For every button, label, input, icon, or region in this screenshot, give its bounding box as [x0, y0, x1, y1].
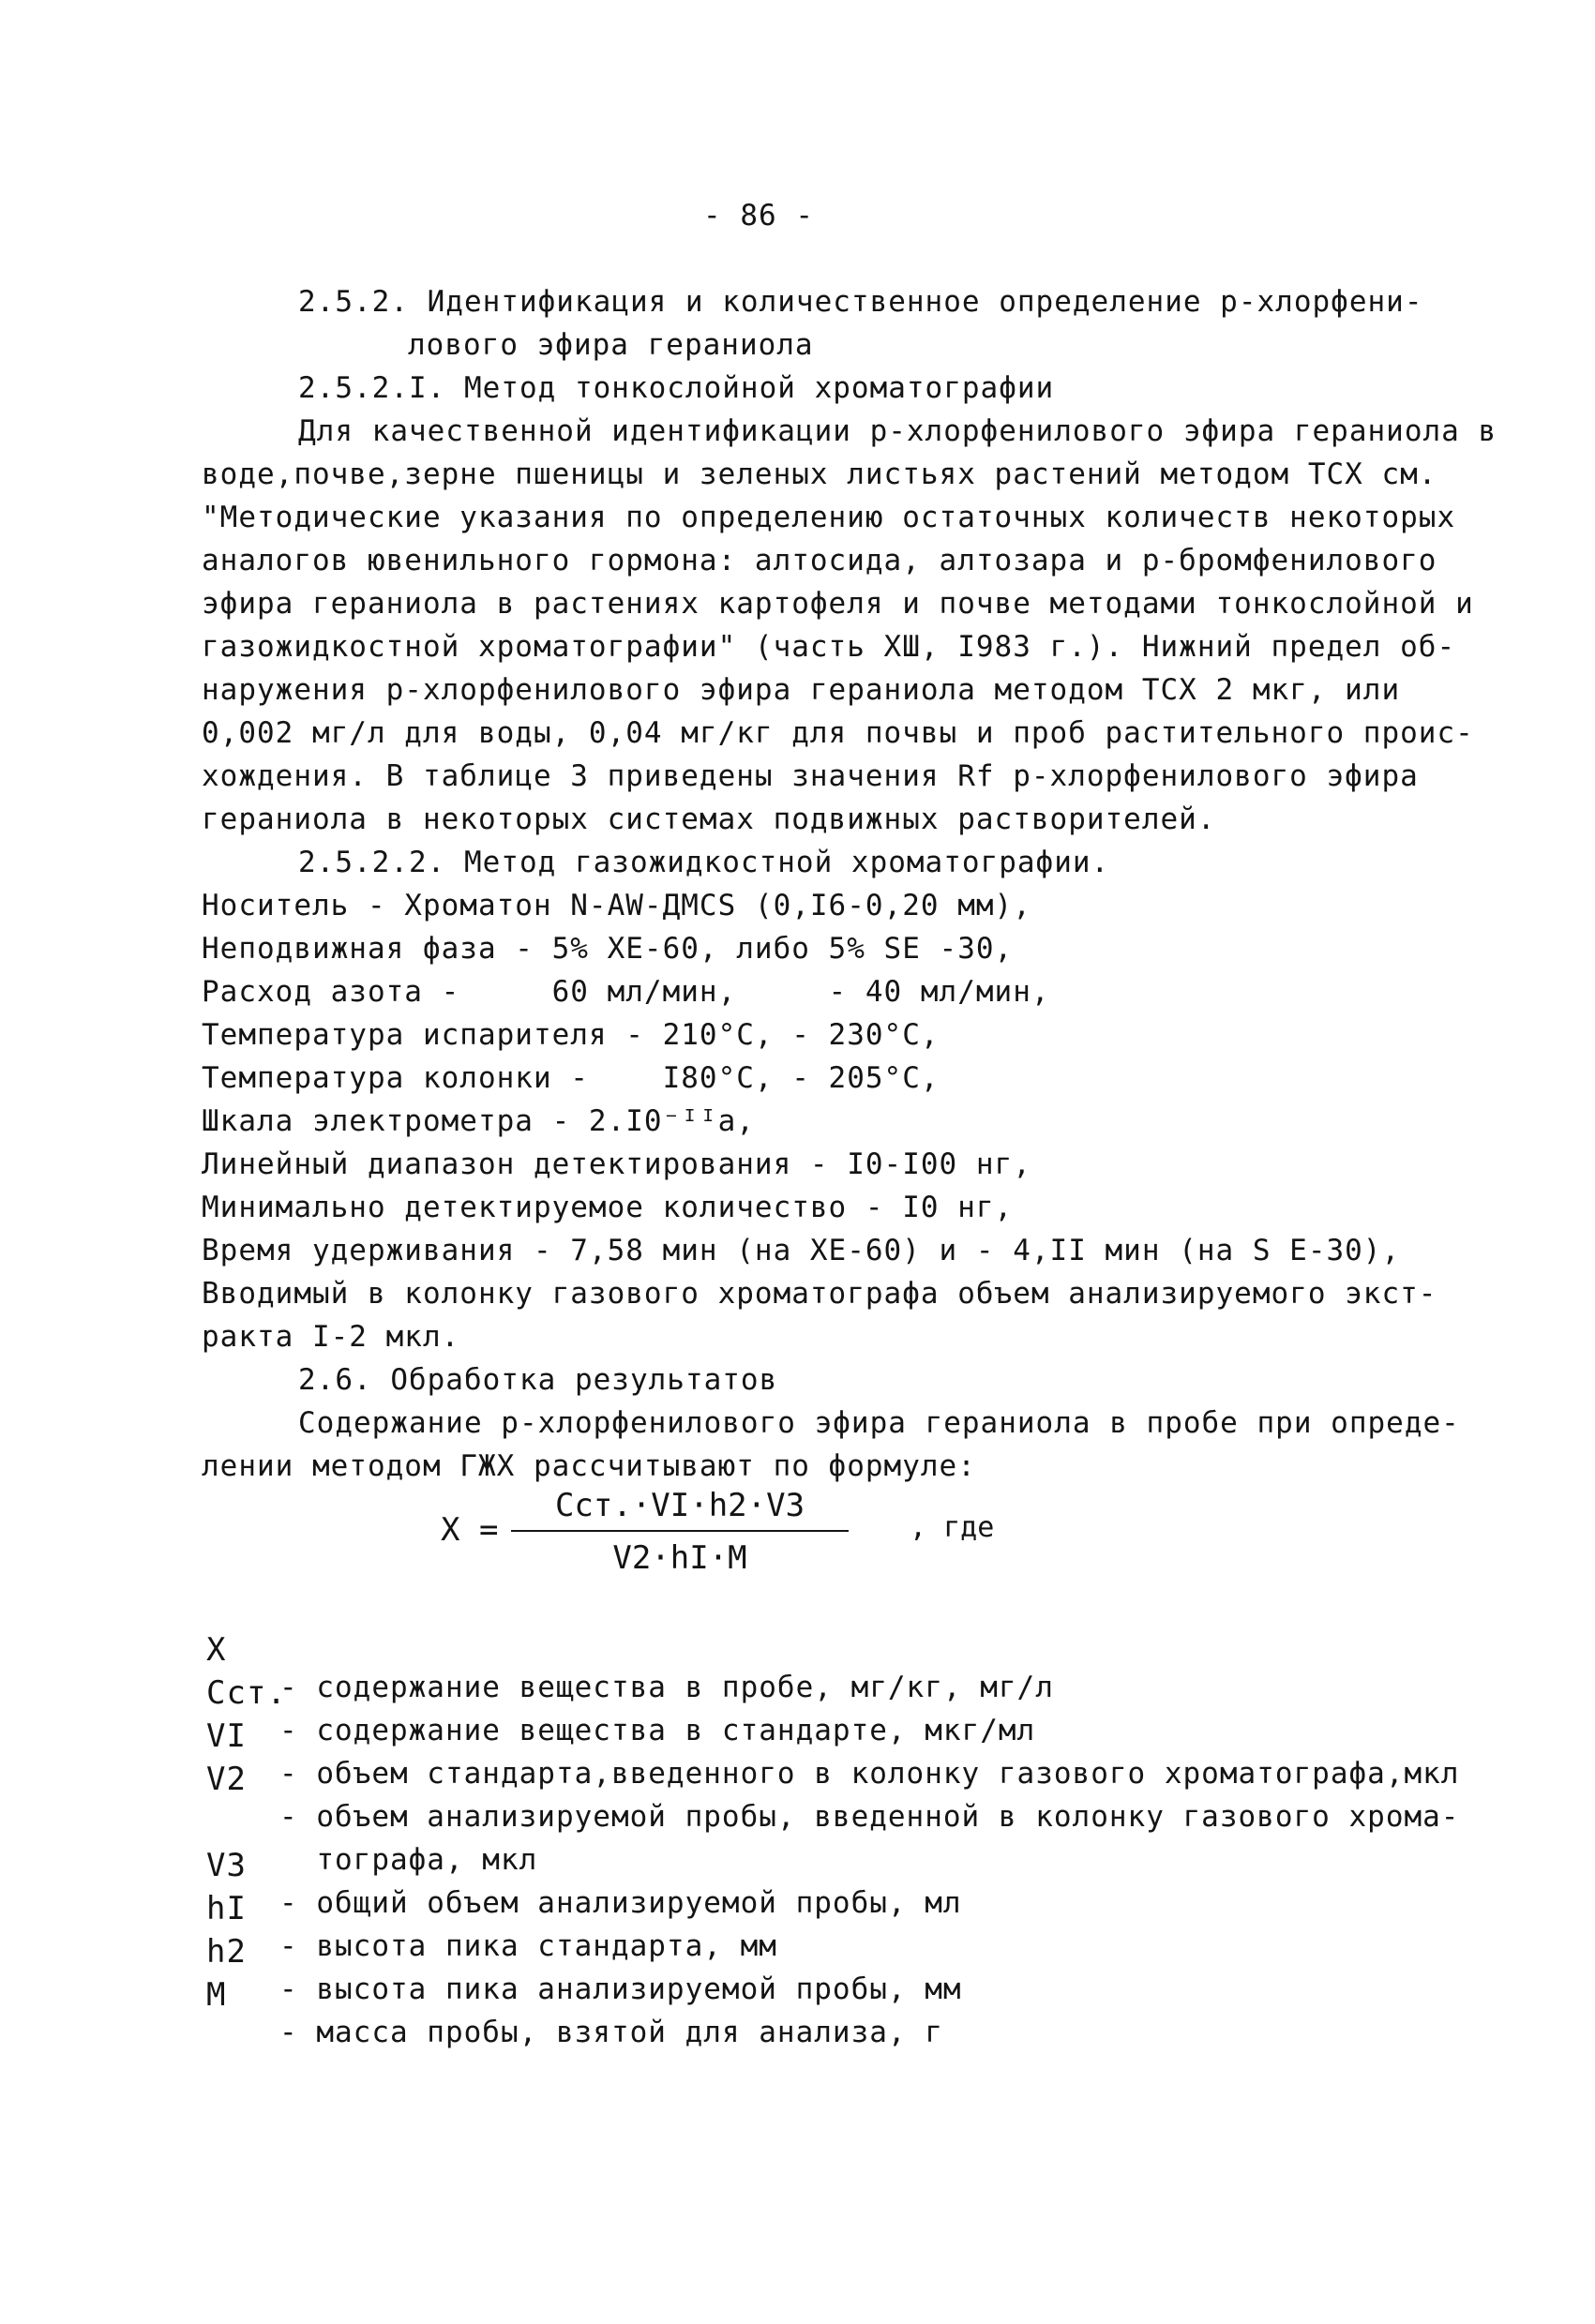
parameter-line: Минимально детектируемое количество - I0 нг,	[202, 1191, 1014, 1224]
formula-where: , где	[910, 1511, 995, 1544]
paragraph-line: "Методические указания по определению остаточных количеств некоторых	[202, 501, 1456, 534]
definition-text: - масса пробы, взятой для анализа, г	[279, 2016, 943, 2049]
formula-numerator: Cст.·VI·h2·V3	[554, 1487, 805, 1524]
definition-text: - объем анализируемой пробы, введенной в колонку газового хрома-	[279, 1800, 1460, 1834]
definition-symbol: V2	[206, 1761, 247, 1798]
section-heading-2-6: 2.6. Обработка результатов	[298, 1363, 778, 1397]
paragraph-line: газожидкостной хроматографии" (часть XШ, I983 г.). Нижний предел об-	[202, 630, 1456, 664]
paragraph-line: хождения. В таблице 3 приведены значения Rf р-хлорфенилового эфира	[202, 759, 1419, 793]
parameter-line: Вводимый в колонку газового хроматографа объем анализируемого экст-	[202, 1277, 1437, 1311]
definition-symbol: V3	[206, 1847, 247, 1884]
parameter-line: Линейный диапазон детектирования - I0-I00 нг,	[202, 1147, 1031, 1181]
page-number: - 86 -	[703, 199, 814, 232]
definition-symbol: X	[206, 1631, 227, 1669]
paragraph-line: 0,002 мг/л для воды, 0,04 мг/кг для почвы и проб растительного проис-	[202, 716, 1474, 750]
definition-symbol: VI	[206, 1717, 247, 1755]
section-heading-2-5-2-2: 2.5.2.2. Метод газожидкостной хроматографии.	[298, 846, 1110, 879]
definition-symbol: hI	[206, 1890, 247, 1927]
fraction-bar	[511, 1530, 849, 1532]
parameter-line: Температура испарителя - 210°С, - 230°С,	[202, 1018, 940, 1052]
definition-symbol: M	[206, 1976, 227, 2014]
paragraph-line: воде,почве,зерне пшеницы и зеленых листьях растений методом ТСХ см.	[202, 457, 1437, 491]
parameter-line: Температура колонки - I80°С, - 205°С,	[202, 1061, 940, 1095]
paragraph-line: аналогов ювенильного гормона: алтосида, алтозара и р-бромфенилового	[202, 544, 1437, 577]
formula-fraction	[511, 1483, 849, 1581]
parameter-line: ракта I-2 мкл.	[202, 1320, 460, 1354]
definition-symbol: Cст.	[206, 1674, 287, 1712]
section-heading-2-5-2-cont: лового эфира гераниола	[408, 328, 814, 362]
calculation-formula	[441, 1483, 1041, 1586]
definition-text: - общий объем анализируемой пробы, мл	[279, 1886, 962, 1920]
formula-denominator: V2·hI·M	[612, 1539, 747, 1577]
paragraph-line: Содержание р-хлорфенилового эфира гераниола в пробе при опреде-	[298, 1406, 1460, 1440]
paragraph-line: эфира гераниола в растениях картофеля и почве методами тонкослойной и	[202, 587, 1474, 621]
paragraph-line: лении методом ГЖХ рассчитывают по формуле:	[202, 1449, 976, 1483]
parameter-line: Неподвижная фаза - 5% XE-60, либо 5% SE -30,	[202, 932, 1014, 966]
paragraph-line: гераниола в некоторых системах подвижных растворителей.	[202, 802, 1216, 836]
section-heading-2-5-2: 2.5.2. Идентификация и количественное определение р-хлорфени-	[298, 285, 1423, 319]
parameter-line: Расход азота - 60 мл/мин, - 40 мл/мин,	[202, 975, 1050, 1009]
paragraph-line: наружения р-хлорфенилового эфира гераниола методом ТСХ 2 мкг, или	[202, 673, 1401, 707]
definition-text: - высота пика анализируемой пробы, мм	[279, 1972, 962, 2006]
formula-lhs: X =	[441, 1511, 499, 1549]
definition-text: тографа, мкл	[279, 1843, 538, 1877]
definition-symbol: h2	[206, 1933, 247, 1971]
paragraph-line: Для качественной идентификации р-хлорфенилового эфира гераниола в	[298, 414, 1497, 448]
section-heading-2-5-2-1: 2.5.2.I. Метод тонкослойной хроматографии	[298, 371, 1055, 405]
definition-text: - содержание вещества в пробе, мг/кг, мг/л	[279, 1671, 1054, 1704]
definition-text: - объем стандарта,введенного в колонку газового хроматографа,мкл	[279, 1757, 1460, 1791]
definition-text: - высота пика стандарта, мм	[279, 1929, 777, 1963]
parameter-line: Шкала электрометра - 2.I0⁻ᴵᴵа,	[202, 1104, 755, 1138]
parameter-line: Носитель - Хроматон N-AW-ДМСS (0,I6-0,20 мм),	[202, 889, 1031, 922]
definition-text: - содержание вещества в стандарте, мкг/мл	[279, 1714, 1036, 1747]
parameter-line: Время удерживания - 7,58 мин (на XE-60) и - 4,II мин (на S E-30),	[202, 1234, 1401, 1267]
